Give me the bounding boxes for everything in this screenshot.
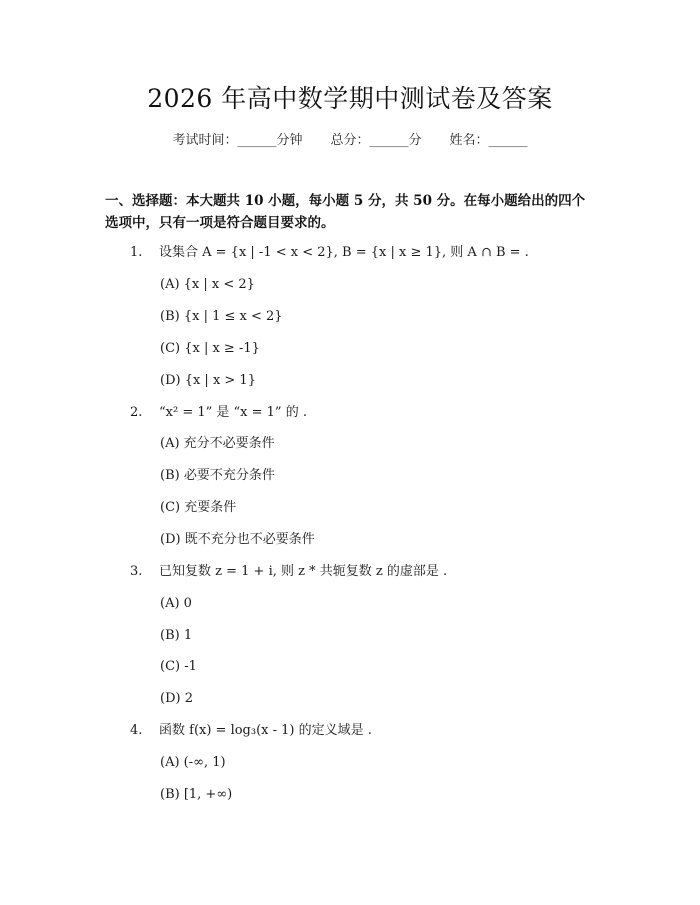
page-title: 2026 年高中数学期中测试卷及答案 [147,84,553,113]
question-option: (B) {x | 1 ≤ x < 2} [160,309,283,324]
question-text: “x² = 1” 是 “x = 1” 的 . [159,405,307,420]
question-number: 3. [130,564,143,579]
question-option: (D) {x | x > 1} [160,373,256,388]
question-text: 已知复数 z = 1 + i, 则 z * 共轭复数 z 的虚部是 . [159,564,448,579]
question-option: (A) {x | x < 2} [160,277,255,292]
question-option: (C) 充要条件 [160,500,237,515]
question-number: 2. [130,405,143,420]
question-option: (C) -1 [160,659,197,674]
question-text: 设集合 A = {x | -1 < x < 2}, B = {x | x ≥ 1}, 则 A ∩ B = . [159,245,529,260]
question-option: (A) 0 [160,596,192,611]
question-number: 4. [130,723,143,738]
question-option: (D) 既不充分也不必要条件 [160,532,315,547]
question-text: 函数 f(x) = log₃(x - 1) 的定义域是 . [159,723,372,738]
question-option: (D) 2 [160,691,193,706]
student-name: 姓名：______ [449,133,528,148]
exam-total-score: 总分：______分 [330,133,422,148]
question-option: (A) 充分不必要条件 [160,436,275,451]
exam-meta [0,131,700,151]
exam-time: 考试时间：______分钟 [172,133,303,148]
question-option: (B) 必要不充分条件 [160,468,275,483]
question-option: (C) {x | x ≥ -1} [160,341,260,356]
question-option: (A) (-∞, 1) [160,755,226,770]
question-option: (B) [1, +∞) [160,787,233,802]
question-option: (B) 1 [160,628,193,643]
question-number: 1. [130,245,143,260]
section-heading: 一、选择题：本大题共 10 小题，每小题 5 分，共 50 分。在每小题给出的四个选项中，只有一项是符合题目要求的。 [105,193,586,231]
